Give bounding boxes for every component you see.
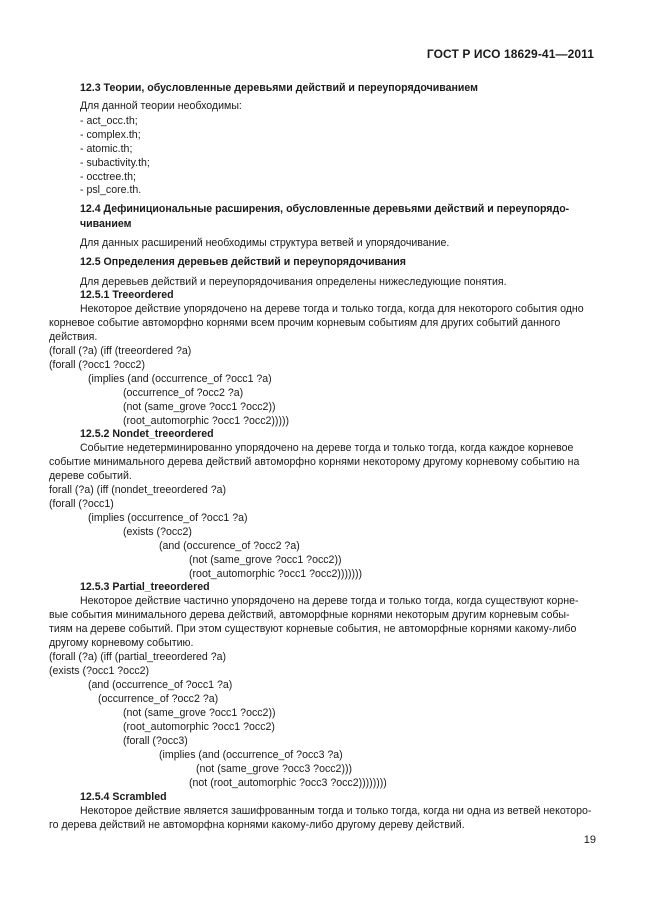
- paragraph-line: го дерева действий не автоморфна корнями какому-либо другому дереву действий.: [49, 819, 465, 831]
- code-line: (forall (?occ3): [123, 735, 188, 747]
- code-line: (root_automorphic ?occ1 ?occ2): [123, 721, 275, 733]
- document-header: ГОСТ Р ИСО 18629-41—2011: [426, 47, 594, 61]
- code-line: (not (same_grove ?occ3 ?occ2))): [196, 763, 353, 775]
- paragraph-line: вые события минимального дерева действий, автоморфные корнями некоторым другим корневым собы-: [49, 609, 570, 621]
- section-12-5-3-heading: 12.5.3 Partial_treeordered: [80, 581, 210, 593]
- section-12-4-heading: 12.4 Дефинициональные расширения, обусловленные деревьями действий и переупорядо-: [80, 203, 570, 215]
- code-line: (forall (?a) (iff (treeordered ?a): [49, 345, 192, 357]
- paragraph-line: корневое событие автоморфно корнями всем прочим корневым событиям для других событий данного: [49, 317, 561, 329]
- page-number: 19: [583, 834, 596, 846]
- list-item: - psl_core.th.: [80, 184, 142, 196]
- paragraph-line: Некоторое действие является зашифрованным тогда и только тогда, когда ни одна из ветвей некоторо-: [80, 805, 592, 817]
- paragraph-line: Событие недетерминированно упорядочено на дереве тогда и только тогда, когда каждое корневое: [80, 442, 574, 454]
- paragraph-line: действия.: [49, 331, 98, 343]
- code-line: (not (same_grove ?occ1 ?occ2)): [123, 401, 276, 413]
- paragraph-line: событие минимального дерева действий автоморфно корнями некоторому другому корневому событию на: [49, 456, 580, 468]
- paragraph-line: дереве событий.: [49, 470, 132, 482]
- code-line: (not (same_grove ?occ1 ?occ2)): [189, 554, 342, 566]
- code-line: (forall (?occ1 ?occ2): [49, 359, 145, 371]
- code-line: (and (occurrence_of ?occ1 ?a): [88, 679, 233, 691]
- section-12-5-heading: 12.5 Определения деревьев действий и переупорядочивания: [80, 256, 406, 268]
- section-12-5-4-heading: 12.5.4 Scrambled: [80, 791, 167, 803]
- section-12-5-1-heading: 12.5.1 Treeordered: [80, 289, 174, 301]
- list-item: - atomic.th;: [80, 143, 133, 155]
- code-line: (implies (and (occurrence_of ?occ3 ?a): [159, 749, 343, 761]
- code-line: (not (root_automorphic ?occ3 ?occ2)))))))): [189, 777, 387, 789]
- code-line: (not (same_grove ?occ1 ?occ2)): [123, 707, 276, 719]
- code-line: (exists (?occ1 ?occ2): [49, 665, 150, 677]
- code-line: (implies (and (occurrence_of ?occ1 ?a): [88, 373, 272, 385]
- code-line: (implies (occurrence_of ?occ1 ?a): [88, 512, 248, 524]
- code-line: (occurrence_of ?occ2 ?a): [123, 387, 244, 399]
- section-12-5-2-heading: 12.5.2 Nondet_treeordered: [80, 428, 214, 440]
- list-item: - subactivity.th;: [80, 157, 150, 169]
- code-line: (root_automorphic ?occ1 ?occ2))))): [123, 415, 290, 427]
- section-12-3-heading: 12.3 Теории, обусловленные деревьями действий и переупорядочиванием: [80, 82, 479, 94]
- code-line: (occurrence_of ?occ2 ?a): [98, 693, 219, 705]
- code-line: (exists (?occ2): [123, 526, 192, 538]
- paragraph-line: Некоторое действие упорядочено на дереве тогда и только тогда, когда для некоторого события одно: [80, 303, 584, 315]
- section-12-4-heading-cont: чиванием: [80, 218, 132, 230]
- paragraph-line: другому корневому событию.: [49, 637, 194, 649]
- section-12-4-text: Для данных расширений необходимы структура ветвей и упорядочивание.: [80, 237, 450, 249]
- paragraph-line: Некоторое действие частично упорядочено на дереве тогда и только тогда, когда существуют корне-: [80, 595, 579, 607]
- code-line: (and (occurence_of ?occ2 ?a): [159, 540, 300, 552]
- paragraph-line: тиям на дереве событий. При этом существуют корневые события, не автоморфные корнями какому-либо: [49, 623, 577, 635]
- code-line: forall (?a) (iff (nondet_treeordered ?a): [49, 484, 227, 496]
- list-item: - act_occ.th;: [80, 115, 138, 127]
- section-12-5-intro: Для деревьев действий и переупорядочивания определены нижеследующие понятия.: [80, 276, 507, 288]
- list-item: - occtree.th;: [80, 171, 136, 183]
- list-item: - complex.th;: [80, 129, 141, 141]
- code-line: (root_automorphic ?occ1 ?occ2))))))): [189, 568, 363, 580]
- section-12-3-intro: Для данной теории необходимы:: [80, 100, 242, 112]
- code-line: (forall (?occ1): [49, 498, 114, 510]
- code-line: (forall (?a) (iff (partial_treeordered ?a): [49, 651, 227, 663]
